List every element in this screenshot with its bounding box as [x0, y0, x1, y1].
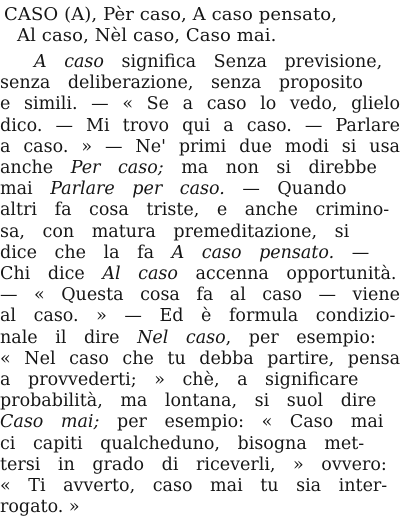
text-run: sa, con matura premeditazione, si [0, 221, 350, 242]
text-run: — « Questa cosa fa al caso — viene [0, 285, 400, 306]
body-line [0, 391, 400, 412]
text-run: — Quando [224, 179, 347, 200]
text-run: al caso. » — Ed è formula condizio- [0, 306, 396, 327]
text-run: per esempio: « Caso mai [99, 412, 384, 433]
body-line [0, 455, 400, 476]
text-run: ma non si direbbe [163, 158, 377, 179]
text-run: nale il dire [0, 327, 138, 348]
text-run: senza deliberazione, senza proposito [0, 73, 363, 94]
text-run: dice che la fa [0, 242, 172, 263]
entry-heading [4, 4, 337, 46]
body-line [0, 179, 400, 200]
body-line [0, 349, 400, 370]
body-line [0, 328, 400, 349]
italic-phrase: A caso pensato. [171, 242, 335, 263]
body-line [0, 243, 400, 264]
italic-phrase: Al caso [102, 264, 178, 285]
text-run: « Nel caso che tu debba partire, pensa [0, 348, 400, 369]
body-line [0, 222, 400, 243]
text-run: tersi in grado di riceverli, » ovvero: [0, 454, 387, 475]
body-line [0, 137, 400, 158]
body-line [0, 476, 400, 497]
body-line [0, 158, 400, 179]
text-run: accenna opportunità. [177, 264, 397, 285]
text-run: « Ti avverto, caso mai tu sia inter- [0, 476, 388, 497]
text-run: rogato. » [0, 497, 80, 518]
text-run: mai [0, 179, 51, 200]
entry-body [0, 52, 400, 518]
text-run: probabilità, ma lontana, si suol dire [0, 391, 377, 412]
text-run: dico. — Mi trovo qui a caso. — Parlare [0, 115, 400, 136]
body-line [0, 306, 400, 327]
italic-phrase: Parlare per caso. [50, 179, 225, 200]
body-line [0, 52, 400, 73]
body-line [0, 497, 400, 518]
italic-phrase: Caso mai; [0, 412, 100, 433]
body-line [0, 94, 400, 115]
italic-phrase: Nel caso [137, 327, 226, 348]
text-run: significa Senza previsione, [103, 52, 383, 72]
text-run: , per esempio: [225, 327, 376, 348]
body-line [0, 116, 400, 137]
text-run: a provvederti; » chè, a significare [0, 370, 359, 391]
text-run: Chi dice [0, 264, 103, 285]
body-line [0, 285, 400, 306]
text-run: — [334, 242, 370, 263]
entry-heading-line-2: Al caso, Nèl caso, Caso mai. [17, 25, 277, 46]
body-line [0, 370, 400, 391]
body-line [0, 434, 400, 455]
text-run: altri fa cosa triste, e anche crimino- [0, 200, 390, 221]
text-run: e simili. — « Se a caso lo vedo, glielo [0, 94, 400, 115]
italic-phrase: Per caso; [70, 158, 164, 179]
body-line [0, 200, 400, 221]
text-run: anche [0, 158, 71, 179]
body-line [0, 73, 400, 94]
text-run: a caso. » — Ne' primi due modi si usa [0, 136, 400, 157]
body-line [0, 412, 400, 433]
text-run: ci capiti qualcheduno, bisogna met- [0, 433, 365, 454]
italic-phrase: A caso [34, 52, 104, 72]
body-line [0, 264, 400, 285]
entry-heading-line-1: CASO (A), Pèr caso, A caso pensato, [4, 4, 338, 25]
